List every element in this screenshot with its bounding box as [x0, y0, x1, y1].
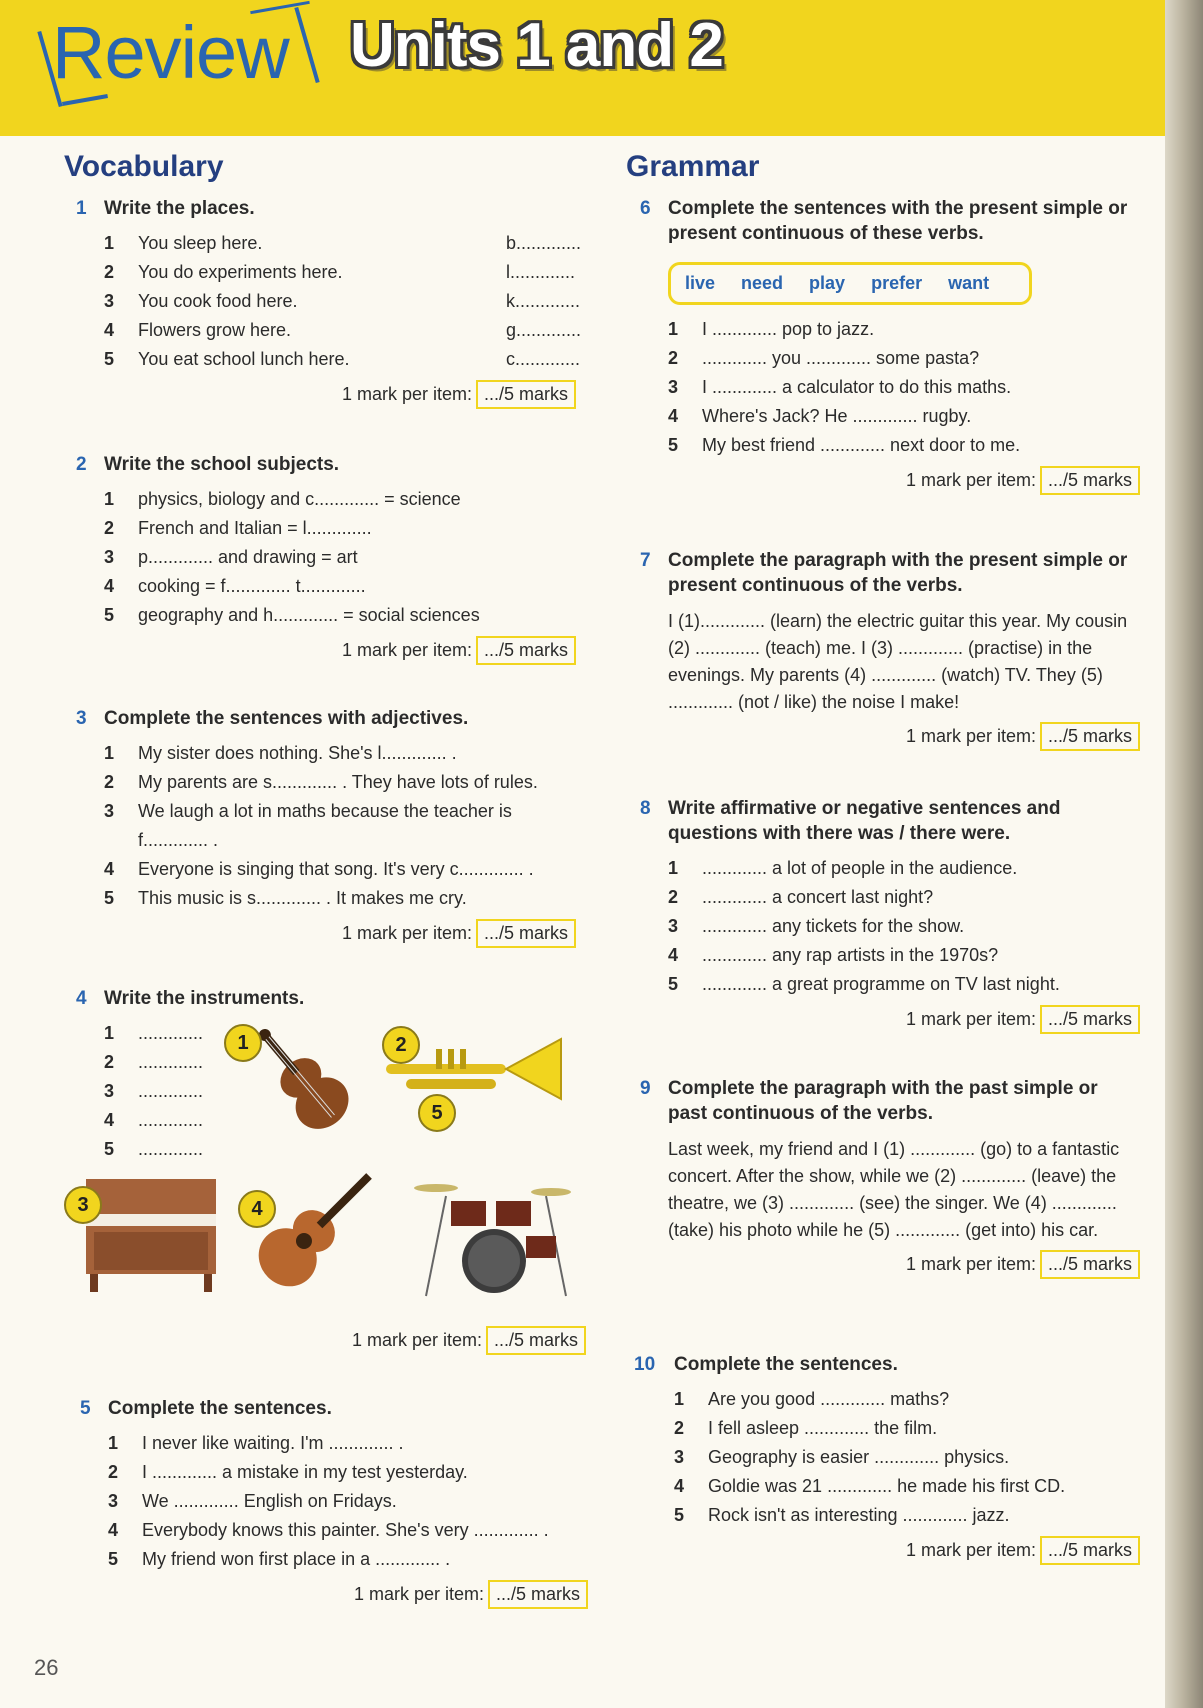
item-number: 5 — [108, 1549, 119, 1569]
word-chip: want — [948, 273, 990, 293]
item-number: 1 — [104, 233, 115, 253]
item-number: 1 — [108, 1433, 119, 1453]
item-text[interactable]: I ............. a mistake in my test yesterday. — [142, 1462, 468, 1482]
page-gutter — [1165, 0, 1203, 1708]
item-number: 5 — [104, 1139, 115, 1159]
item-number: 1 — [104, 1023, 115, 1043]
answer-blank[interactable]: l............. — [506, 262, 576, 282]
word-chip: prefer — [871, 273, 923, 293]
marks-box[interactable]: .../5 marks — [1040, 1005, 1140, 1034]
item-number: 2 — [104, 772, 115, 792]
item-text[interactable]: I ............. a calculator to do this maths. — [702, 377, 1012, 397]
list-item — [108, 1487, 588, 1516]
exercise-title: Complete the sentences with adjectives. — [104, 708, 469, 729]
marks-box[interactable]: .../5 marks — [476, 919, 576, 948]
units-title: Units 1 and 2 — [350, 11, 723, 80]
word-chip: play — [809, 273, 846, 293]
item-number: 5 — [668, 435, 679, 455]
exercise-1 — [76, 196, 582, 409]
marks-label: 1 mark per item: — [341, 384, 472, 404]
item-text[interactable]: I never like waiting. I'm ............. . — [142, 1433, 404, 1453]
piano-illustration — [76, 1174, 226, 1294]
exercise-7 — [640, 548, 1140, 751]
item-number: 4 — [104, 859, 115, 879]
answer-blank[interactable]: ............. — [138, 1139, 204, 1159]
list-item — [104, 1135, 224, 1164]
item-text[interactable]: My friend won first place in a ............. . — [142, 1549, 451, 1569]
item-number: 3 — [104, 1081, 115, 1101]
item-text: You do experiments here. — [138, 262, 343, 282]
item-text[interactable]: We ............. English on Fridays. — [142, 1491, 397, 1511]
marks-box[interactable]: .../5 marks — [486, 1326, 586, 1355]
marks-label: 1 mark per item: — [905, 726, 1036, 746]
item-number: 1 — [104, 743, 115, 763]
item-text[interactable]: ............. any tickets for the show. — [702, 916, 965, 936]
item-text[interactable]: Rock isn't as interesting ............. jazz. — [708, 1505, 1010, 1525]
list-item — [104, 1077, 224, 1106]
list-item — [104, 316, 582, 345]
list-item — [668, 344, 1140, 373]
item-number: 2 — [104, 518, 115, 538]
badge-4: 4 — [238, 1190, 276, 1228]
title-slash-right — [294, 7, 319, 83]
item-text[interactable]: p............. and drawing = art — [138, 547, 358, 567]
list-item — [104, 485, 576, 514]
item-text[interactable]: My best friend ............. next door to me. — [702, 435, 1021, 455]
item-text[interactable]: geography and h............. = social sciences — [138, 605, 480, 625]
exercise-number: 9 — [640, 1078, 651, 1099]
list-item — [674, 1385, 1140, 1414]
list-item — [104, 543, 576, 572]
list-item — [104, 855, 576, 884]
list-item — [104, 287, 581, 316]
page-header — [0, 0, 1165, 136]
marks-label: 1 mark per item: — [351, 1330, 482, 1350]
item-number: 2 — [104, 262, 115, 282]
list-item — [104, 229, 582, 258]
word-bank — [668, 262, 1032, 305]
item-number: 3 — [104, 801, 115, 821]
exercise-title: Complete the sentences. — [108, 1398, 332, 1419]
review-title: Review — [52, 11, 289, 94]
list-item — [108, 1545, 588, 1574]
marks-label: 1 mark per item: — [341, 923, 472, 943]
item-number: 5 — [104, 349, 115, 369]
list-item — [668, 912, 1140, 941]
item-number: 1 — [104, 489, 115, 509]
item-number: 3 — [108, 1491, 119, 1511]
marks-label: 1 mark per item: — [905, 1540, 1036, 1560]
guitar-illustration — [236, 1154, 396, 1304]
item-text: Flowers grow here. — [138, 320, 292, 340]
list-item — [104, 514, 576, 543]
item-number: 2 — [108, 1462, 119, 1482]
badge-1: 1 — [224, 1024, 262, 1062]
marks-box[interactable]: .../5 marks — [1040, 1250, 1140, 1279]
item-text[interactable]: Goldie was 21 ............. he made his first CD. — [708, 1476, 1066, 1496]
list-item — [104, 739, 576, 768]
word-chip: live — [685, 273, 716, 293]
exercise-number: 8 — [640, 798, 651, 819]
marks-box[interactable]: .../5 marks — [1040, 466, 1140, 495]
marks-row — [76, 636, 576, 665]
marks-box[interactable]: .../5 marks — [488, 1580, 588, 1609]
list-item — [674, 1414, 1140, 1443]
list-item — [108, 1429, 588, 1458]
list-item — [104, 345, 581, 374]
item-text[interactable]: My sister does nothing. She's l............. . — [138, 743, 457, 763]
exercise-number: 2 — [76, 454, 87, 475]
item-number: 1 — [668, 858, 679, 878]
grammar-heading: Grammar — [626, 150, 760, 183]
item-number: 3 — [668, 916, 679, 936]
list-item — [668, 315, 1140, 344]
exercise-5 — [80, 1396, 588, 1609]
item-text[interactable]: ............. a lot of people in the audience. — [702, 858, 1018, 878]
marks-box[interactable]: .../5 marks — [1040, 722, 1140, 751]
list-item — [104, 1106, 224, 1135]
item-number: 5 — [104, 605, 115, 625]
item-text[interactable]: My parents are s............. . They have lots of rules. — [138, 772, 538, 792]
exercise-title: Complete the paragraph with the past simple or past continuous of the verbs. — [668, 1078, 1098, 1124]
badge-3: 3 — [64, 1186, 102, 1224]
exercise-title: Complete the sentences with the present simple or present continuous of these verbs. — [668, 198, 1128, 244]
item-text[interactable]: ............. any rap artists in the 1970s? — [702, 945, 999, 965]
item-number: 1 — [674, 1389, 685, 1409]
exercise-title: Complete the sentences. — [674, 1354, 898, 1375]
item-text[interactable]: Everybody knows this painter. She's very ............. . — [142, 1520, 549, 1540]
exercise-number: 7 — [640, 550, 651, 571]
item-number: 4 — [668, 945, 679, 965]
list-item — [104, 797, 576, 855]
marks-row — [640, 1005, 1140, 1034]
exercise-6 — [640, 196, 1140, 495]
badge-5: 5 — [418, 1094, 456, 1132]
drums-illustration — [406, 1166, 576, 1306]
exercise-paragraph[interactable]: Last week, my friend and I (1) ............. (go) to a fantastic concert. After the show, while we (2) ............. (leave) the theatre, we (3) ............. (see) the singer. We (4) ............. (take) his photo while he (5) ............. (get into) his car. — [668, 1139, 1120, 1240]
marks-row — [76, 380, 576, 409]
marks-row — [640, 722, 1140, 751]
item-number: 2 — [674, 1418, 685, 1438]
exercise-2 — [76, 452, 576, 665]
marks-label: 1 mark per item: — [905, 1009, 1036, 1029]
item-text[interactable]: This music is s............. . It makes me cry. — [138, 888, 467, 908]
list-item — [104, 601, 576, 630]
item-number: 4 — [674, 1476, 685, 1496]
exercise-9 — [640, 1076, 1140, 1279]
exercise-number: 3 — [76, 708, 87, 729]
marks-label: 1 mark per item: — [905, 1254, 1036, 1274]
exercise-3 — [76, 706, 576, 948]
page-number: 26 — [34, 1655, 59, 1680]
marks-label: 1 mark per item: — [353, 1584, 484, 1604]
item-number: 4 — [104, 1110, 115, 1130]
list-item — [104, 572, 576, 601]
list-item — [108, 1458, 588, 1487]
exercise-title: Write affirmative or negative sentences and questions with there was / there were. — [668, 798, 1061, 844]
marks-row — [640, 466, 1140, 495]
item-number: 3 — [104, 291, 115, 311]
marks-row — [634, 1536, 1140, 1565]
vocabulary-heading: Vocabulary — [64, 150, 224, 183]
marks-box[interactable]: .../5 marks — [476, 636, 576, 665]
item-text: You eat school lunch here. — [138, 349, 350, 369]
item-number: 2 — [668, 348, 679, 368]
list-item — [668, 431, 1140, 460]
item-text[interactable]: I ............. pop to jazz. — [702, 319, 875, 339]
answer-blank[interactable]: ............. — [138, 1110, 204, 1130]
list-item — [674, 1443, 1140, 1472]
answer-blank[interactable]: ............. — [138, 1052, 204, 1072]
list-item — [668, 854, 1140, 883]
list-item — [668, 883, 1140, 912]
list-item — [104, 1048, 224, 1077]
item-number: 5 — [668, 974, 679, 994]
list-item — [668, 402, 1140, 431]
item-number: 4 — [108, 1520, 119, 1540]
item-number: 2 — [104, 1052, 115, 1072]
item-text[interactable]: Geography is easier ............. physics. — [708, 1447, 1010, 1467]
exercise-title: Write the instruments. — [104, 988, 305, 1009]
badge-2: 2 — [382, 1026, 420, 1064]
exercise-paragraph[interactable]: I (1)............. (learn) the electric guitar this year. My cousin (2) ............. (teach) me. I (3) ............. (practise) in the evenings. My parents (4) ............. (watch) TV. They (5) ............. (not / like) the noise I make! — [668, 611, 1128, 712]
list-item — [104, 884, 576, 913]
marks-row — [80, 1580, 588, 1609]
marks-row — [76, 919, 576, 948]
answer-blank[interactable]: ............. — [138, 1081, 204, 1101]
item-text: You sleep here. — [138, 233, 263, 253]
exercise-4 — [76, 986, 586, 1356]
exercise-number: 6 — [640, 198, 651, 219]
exercise-8 — [640, 796, 1140, 1034]
item-number: 2 — [668, 887, 679, 907]
item-text[interactable]: We laugh a lot in maths because the teacher is f............. . — [138, 801, 512, 850]
list-item — [108, 1516, 588, 1545]
list-item — [104, 258, 576, 287]
exercise-title: Write the school subjects. — [104, 454, 340, 475]
item-text[interactable]: Are you good ............. maths? — [708, 1389, 950, 1409]
exercise-title: Complete the paragraph with the present simple or present continuous of the verbs. — [668, 550, 1128, 596]
answer-blank[interactable]: ............. — [138, 1023, 204, 1043]
exercise-number: 4 — [76, 988, 87, 1009]
list-item — [674, 1472, 1140, 1501]
item-number: 5 — [104, 888, 115, 908]
list-item — [668, 941, 1140, 970]
answer-blank[interactable]: k............. — [506, 291, 581, 311]
item-text[interactable]: physics, biology and c............. = science — [138, 489, 461, 509]
item-number: 4 — [104, 320, 115, 340]
answer-blank[interactable]: b............. — [506, 233, 582, 253]
exercise-number: 1 — [76, 198, 87, 219]
item-text[interactable]: ............. a concert last night? — [702, 887, 934, 907]
item-text[interactable]: French and Italian = l............. — [138, 518, 372, 538]
marks-box[interactable]: .../5 marks — [1040, 1536, 1140, 1565]
item-text[interactable]: Where's Jack? He ............. rugby. — [702, 406, 972, 426]
list-item — [674, 1501, 1140, 1530]
item-text: You cook food here. — [138, 291, 298, 311]
exercise-number: 10 — [634, 1354, 656, 1375]
list-item — [104, 1019, 224, 1048]
marks-row — [76, 1326, 586, 1355]
item-number: 5 — [674, 1505, 685, 1525]
exercise-number: 5 — [80, 1398, 91, 1419]
list-item — [668, 970, 1140, 999]
marks-label: 1 mark per item: — [341, 640, 472, 660]
list-item — [104, 768, 576, 797]
item-number: 3 — [668, 377, 679, 397]
item-text[interactable]: ............. you ............. some pasta? — [702, 348, 980, 368]
item-number: 4 — [668, 406, 679, 426]
marks-row — [640, 1250, 1140, 1279]
item-number: 1 — [668, 319, 679, 339]
item-text[interactable]: I fell asleep ............. the film. — [708, 1418, 938, 1438]
item-number: 3 — [674, 1447, 685, 1467]
answer-blank[interactable]: c............. — [506, 349, 581, 369]
exercise-title: Write the places. — [104, 198, 255, 219]
item-number: 3 — [104, 547, 115, 567]
item-text[interactable]: ............. a great programme on TV last night. — [702, 974, 1060, 994]
item-number: 4 — [104, 576, 115, 596]
item-text[interactable]: cooking = f............. t............. — [138, 576, 366, 596]
marks-box[interactable]: .../5 marks — [476, 380, 576, 409]
exercise-10 — [634, 1352, 1140, 1565]
answer-blank[interactable]: g............. — [506, 320, 582, 340]
list-item — [668, 373, 1140, 402]
title-corner — [62, 94, 108, 106]
word-chip: need — [741, 273, 784, 293]
item-text[interactable]: Everyone is singing that song. It's very c............. . — [138, 859, 534, 879]
marks-label: 1 mark per item: — [905, 470, 1036, 490]
